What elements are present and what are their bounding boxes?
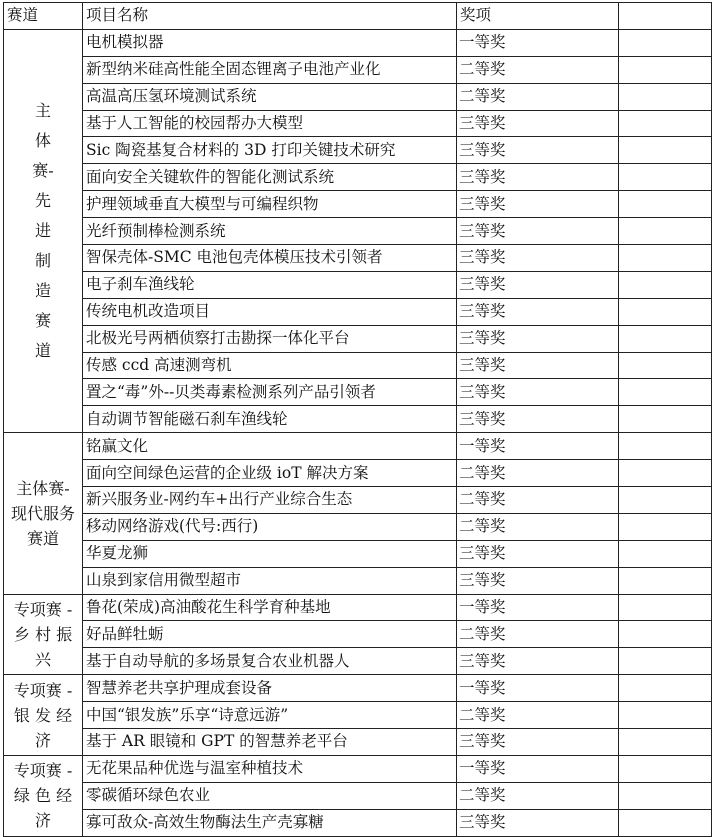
award-cell: 三等奖 xyxy=(457,379,619,406)
table-row xyxy=(4,460,712,487)
table-row xyxy=(4,487,712,514)
project-name-cell: 寡可敌众-高效生物酶法生产壳寡糖 xyxy=(83,809,457,836)
table-row xyxy=(4,164,712,191)
project-name-cell: 光纤预制棒检测系统 xyxy=(83,218,457,245)
project-name-cell: 高温高压氢环境测试系统 xyxy=(83,83,457,110)
project-name-cell: 鲁花(荣成)高油酸花生科学育种基地 xyxy=(83,594,457,621)
award-cell: 二等奖 xyxy=(457,83,619,110)
blank-cell xyxy=(619,540,712,567)
project-name-cell: 北极光号两栖侦察打击勘探一体化平台 xyxy=(83,325,457,352)
table-row xyxy=(4,379,712,406)
award-cell: 三等奖 xyxy=(457,809,619,836)
table-row xyxy=(4,352,712,379)
award-cell: 一等奖 xyxy=(457,594,619,621)
blank-cell xyxy=(619,218,712,245)
table-row xyxy=(4,675,712,702)
project-name-cell: 无花果品种优选与温室种植技术 xyxy=(83,755,457,782)
award-cell: 三等奖 xyxy=(457,567,619,594)
table-row xyxy=(4,56,712,83)
blank-cell xyxy=(619,298,712,325)
blank-cell xyxy=(619,729,712,756)
table-row xyxy=(4,648,712,675)
project-name-cell: Sic 陶瓷基复合材料的 3D 打印关键技术研究 xyxy=(83,137,457,164)
project-name-cell: 置之“毒”外--贝类毒素检测系列产品引领者 xyxy=(83,379,457,406)
award-cell: 一等奖 xyxy=(457,675,619,702)
table-row xyxy=(4,110,712,137)
blank-cell xyxy=(619,433,712,460)
award-cell: 三等奖 xyxy=(457,648,619,675)
project-name-cell: 基于自动导航的多场景复合农业机器人 xyxy=(83,648,457,675)
header-project-name: 项目名称 xyxy=(83,3,457,30)
table-row xyxy=(4,755,712,782)
blank-cell xyxy=(619,245,712,272)
project-name-cell: 新型纳米硅高性能全固态锂离子电池产业化 xyxy=(83,56,457,83)
project-name-cell: 传感 ccd 高速测弯机 xyxy=(83,352,457,379)
track-cell: 专项赛 - 乡 村 振兴 xyxy=(4,594,83,675)
award-cell: 二等奖 xyxy=(457,621,619,648)
table-row xyxy=(4,325,712,352)
project-name-cell: 电机模拟器 xyxy=(83,29,457,56)
award-cell: 三等奖 xyxy=(457,352,619,379)
award-cell: 二等奖 xyxy=(457,56,619,83)
project-name-cell: 新兴服务业-网约车+出行产业综合生态 xyxy=(83,487,457,514)
blank-cell xyxy=(619,164,712,191)
award-cell: 三等奖 xyxy=(457,271,619,298)
track-cell: 主体赛-先进制造赛道 xyxy=(4,29,83,432)
header-blank xyxy=(619,3,712,30)
table-row xyxy=(4,406,712,433)
table-row xyxy=(4,83,712,110)
blank-cell xyxy=(619,621,712,648)
project-name-cell: 零碳循环绿色农业 xyxy=(83,782,457,809)
table-row xyxy=(4,271,712,298)
table-row xyxy=(4,809,712,836)
award-cell: 三等奖 xyxy=(457,137,619,164)
award-cell: 一等奖 xyxy=(457,755,619,782)
awards-table-body xyxy=(4,3,712,837)
blank-cell xyxy=(619,137,712,164)
blank-cell xyxy=(619,325,712,352)
table-row xyxy=(4,594,712,621)
award-cell: 一等奖 xyxy=(457,29,619,56)
project-name-cell: 铭赢文化 xyxy=(83,433,457,460)
table-row xyxy=(4,137,712,164)
blank-cell xyxy=(619,352,712,379)
project-name-cell: 面向安全关键软件的智能化测试系统 xyxy=(83,164,457,191)
table-row xyxy=(4,729,712,756)
award-cell: 三等奖 xyxy=(457,164,619,191)
blank-cell xyxy=(619,460,712,487)
blank-cell xyxy=(619,513,712,540)
project-name-cell: 华夏龙狮 xyxy=(83,540,457,567)
table-row xyxy=(4,621,712,648)
blank-cell xyxy=(619,782,712,809)
table-row xyxy=(4,567,712,594)
blank-cell xyxy=(619,567,712,594)
table-row xyxy=(4,29,712,56)
project-name-cell: 好品鲜牡蛎 xyxy=(83,621,457,648)
blank-cell xyxy=(619,406,712,433)
award-cell: 三等奖 xyxy=(457,729,619,756)
award-cell: 二等奖 xyxy=(457,460,619,487)
blank-cell xyxy=(619,702,712,729)
blank-cell xyxy=(619,56,712,83)
table-row xyxy=(4,782,712,809)
project-name-cell: 面向空间绿色运营的企业级 ioT 解决方案 xyxy=(83,460,457,487)
table-row xyxy=(4,218,712,245)
blank-cell xyxy=(619,191,712,218)
blank-cell xyxy=(619,594,712,621)
award-cell: 二等奖 xyxy=(457,702,619,729)
award-cell: 三等奖 xyxy=(457,110,619,137)
blank-cell xyxy=(619,83,712,110)
blank-cell xyxy=(619,271,712,298)
blank-cell xyxy=(619,487,712,514)
table-row xyxy=(4,513,712,540)
project-name-cell: 智保壳体-SMC 电池包壳体模压技术引领者 xyxy=(83,245,457,272)
project-name-cell: 电子刹车渔线轮 xyxy=(83,271,457,298)
project-name-cell: 自动调节智能磁石刹车渔线轮 xyxy=(83,406,457,433)
header-row xyxy=(4,3,712,30)
project-name-cell: 传统电机改造项目 xyxy=(83,298,457,325)
table-row xyxy=(4,433,712,460)
award-cell: 二等奖 xyxy=(457,513,619,540)
blank-cell xyxy=(619,379,712,406)
award-cell: 三等奖 xyxy=(457,325,619,352)
table-row xyxy=(4,245,712,272)
award-cell: 三等奖 xyxy=(457,298,619,325)
project-name-cell: 移动网络游戏(代号:西行) xyxy=(83,513,457,540)
project-name-cell: 智慧养老共享护理成套设备 xyxy=(83,675,457,702)
award-cell: 一等奖 xyxy=(457,433,619,460)
project-name-cell: 基于 AR 眼镜和 GPT 的智慧养老平台 xyxy=(83,729,457,756)
table-row xyxy=(4,702,712,729)
track-cell: 主体赛-现代服务赛道 xyxy=(4,433,83,594)
project-name-cell: 山泉到家信用微型超市 xyxy=(83,567,457,594)
track-cell: 专项赛 - 绿 色 经济 xyxy=(4,755,83,836)
award-cell: 三等奖 xyxy=(457,406,619,433)
table-row xyxy=(4,298,712,325)
blank-cell xyxy=(619,648,712,675)
award-cell: 三等奖 xyxy=(457,540,619,567)
project-name-cell: 基于人工智能的校园帮办大模型 xyxy=(83,110,457,137)
header-award: 奖项 xyxy=(457,3,619,30)
header-track: 赛道 xyxy=(4,3,83,30)
award-cell: 三等奖 xyxy=(457,245,619,272)
table-row xyxy=(4,191,712,218)
blank-cell xyxy=(619,675,712,702)
blank-cell xyxy=(619,809,712,836)
blank-cell xyxy=(619,755,712,782)
award-cell: 三等奖 xyxy=(457,191,619,218)
project-name-cell: 护理领域垂直大模型与可编程织物 xyxy=(83,191,457,218)
awards-table xyxy=(3,2,712,837)
award-cell: 二等奖 xyxy=(457,782,619,809)
blank-cell xyxy=(619,110,712,137)
award-cell: 三等奖 xyxy=(457,218,619,245)
project-name-cell: 中国“银发族”乐享“诗意远游” xyxy=(83,702,457,729)
track-cell: 专项赛 - 银 发 经济 xyxy=(4,675,83,756)
award-cell: 二等奖 xyxy=(457,487,619,514)
blank-cell xyxy=(619,29,712,56)
table-row xyxy=(4,540,712,567)
